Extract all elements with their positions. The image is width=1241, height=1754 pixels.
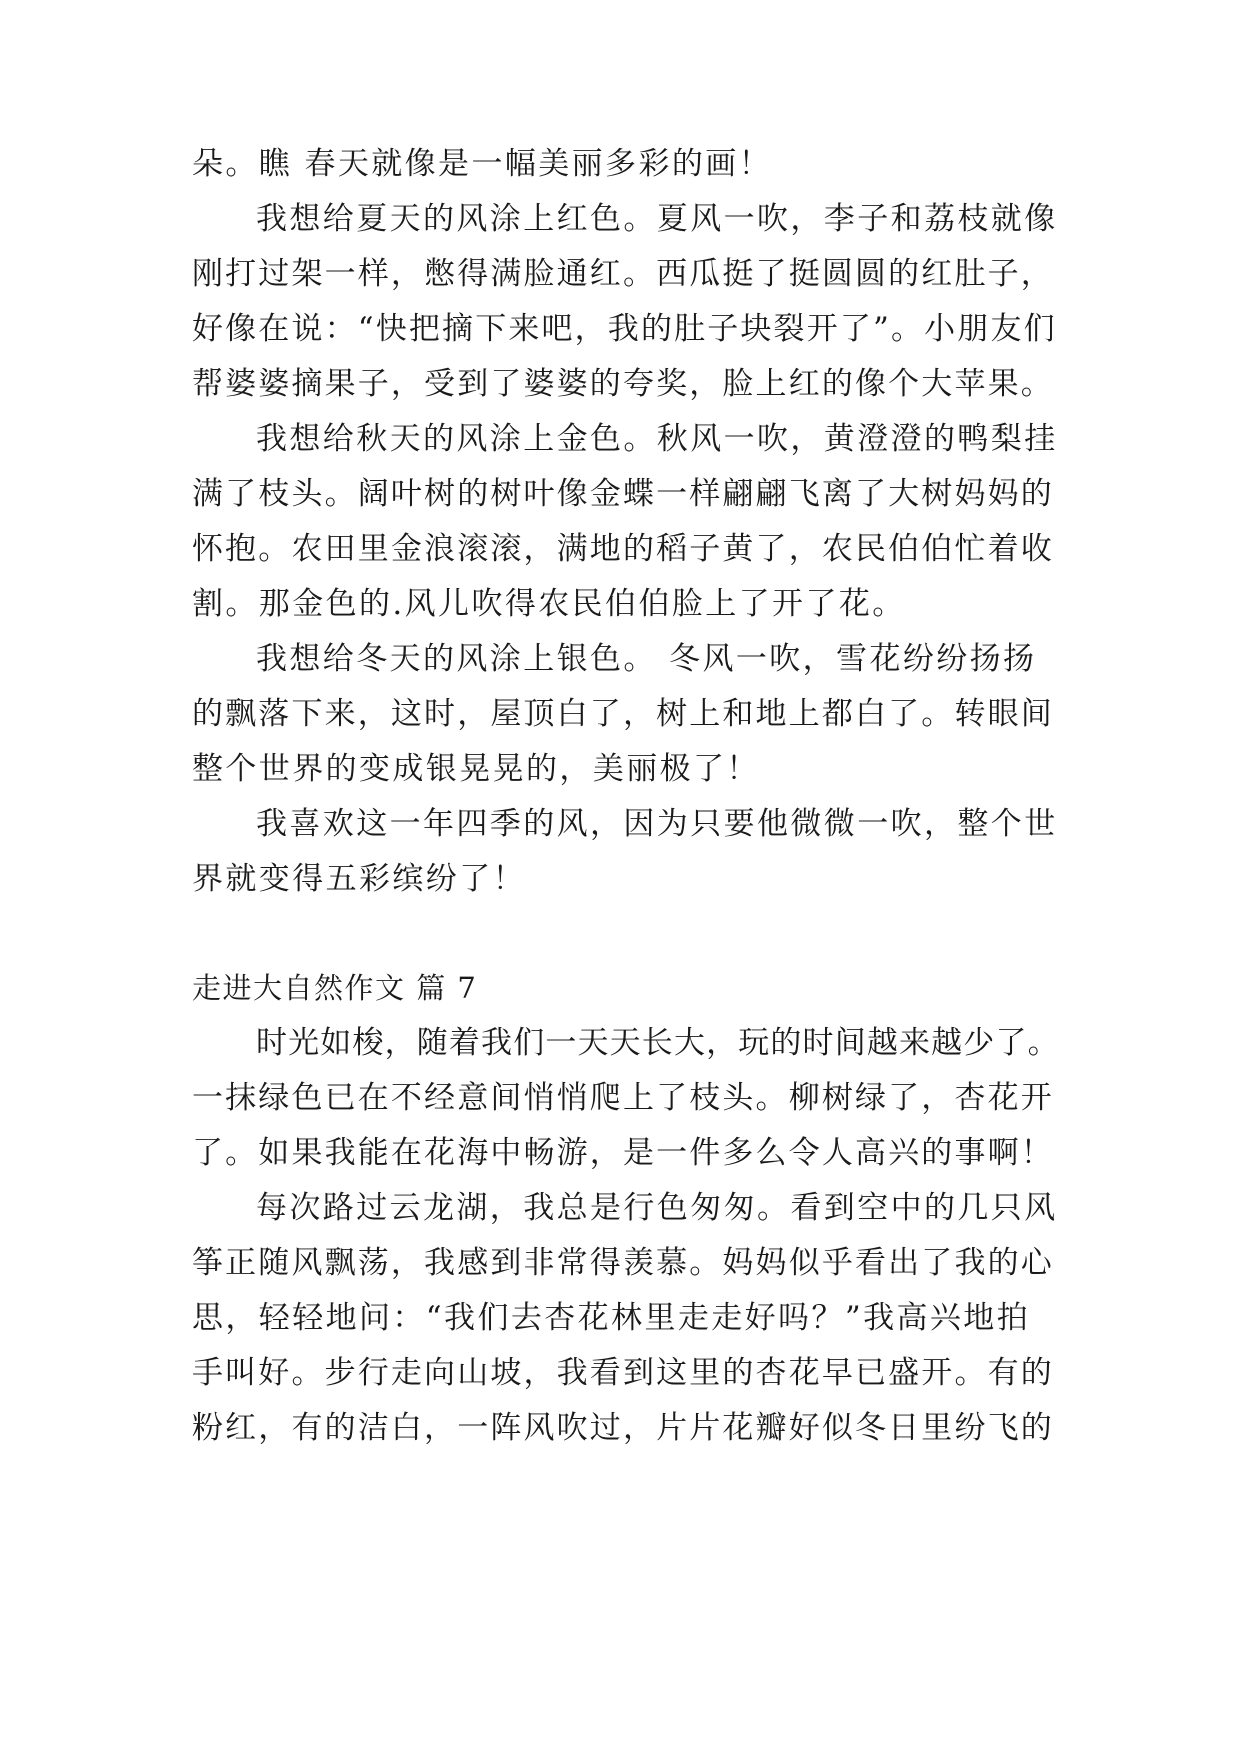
paragraph-line: 思，轻轻地问：“我们去杏花林里走走好吗？”我高兴地拍 <box>192 1300 1031 1336</box>
paragraph-line: 每次路过云龙湖，我总是行色匆匆。看到空中的几只风 <box>256 1190 1058 1226</box>
paragraph-line: 手叫好。步行走向山坡，我看到这里的杏花早已盛开。有的 <box>192 1355 1054 1391</box>
paragraph-line: 朵。瞧 春天就像是一幅美丽多彩的画！ <box>192 146 773 182</box>
paragraph-line: 帮婆婆摘果子，受到了婆婆的夸奖，脸上红的像个大苹果。 <box>192 366 1054 402</box>
paragraph-line: 刚打过架一样，憋得满脸通红。西瓜挺了挺圆圆的红肚子， <box>192 256 1054 292</box>
paragraph-line: 我喜欢这一年四季的风，因为只要他微微一吹，整个世 <box>256 806 1058 842</box>
paragraph-line: 粉红，有的洁白，一阵风吹过，片片花瓣好似冬日里纷飞的 <box>192 1410 1054 1446</box>
paragraph-line: 满了枝头。阔叶树的树叶像金蝶一样翩翩飞离了大树妈妈的 <box>192 476 1054 512</box>
paragraph-line: 整个世界的变成银晃晃的，美丽极了！ <box>192 751 760 787</box>
paragraph-line: 怀抱。农田里金浪滚滚，满地的稻子黄了，农民伯伯忙着收 <box>192 531 1054 567</box>
section-heading: 走进大自然作文 篇 7 <box>192 971 478 1005</box>
paragraph-line: 割。那金色的.风儿吹得农民伯伯脸上了开了花。 <box>192 586 906 622</box>
paragraph-line: 筝正随风飘荡，我感到非常得羡慕。妈妈似乎看出了我的心 <box>192 1245 1054 1281</box>
paragraph-line: 了。如果我能在花海中畅游，是一件多么令人高兴的事啊！ <box>192 1135 1054 1171</box>
paragraph-line: 我想给冬天的风涂上银色。 冬风一吹，雪花纷纷扬扬 <box>256 641 1037 677</box>
paragraph-line: 界就变得五彩缤纷了！ <box>192 861 526 897</box>
paragraph-line: 的飘落下来，这时，屋顶白了，树上和地上都白了。转眼间 <box>192 696 1054 732</box>
paragraph-line: 我想给夏天的风涂上红色。夏风一吹，李子和荔枝就像 <box>256 201 1058 237</box>
paragraph-line: 一抹绿色已在不经意间悄悄爬上了枝头。柳树绿了，杏花开 <box>192 1080 1054 1116</box>
paragraph-line: 时光如梭，随着我们一天天长大，玩的时间越来越少了。 <box>256 1025 1060 1061</box>
paragraph-line: 好像在说：“快把摘下来吧，我的肚子块裂开了”。小朋友们 <box>192 311 1057 347</box>
paragraph-line: 我想给秋天的风涂上金色。秋风一吹，黄澄澄的鸭梨挂 <box>256 421 1058 457</box>
